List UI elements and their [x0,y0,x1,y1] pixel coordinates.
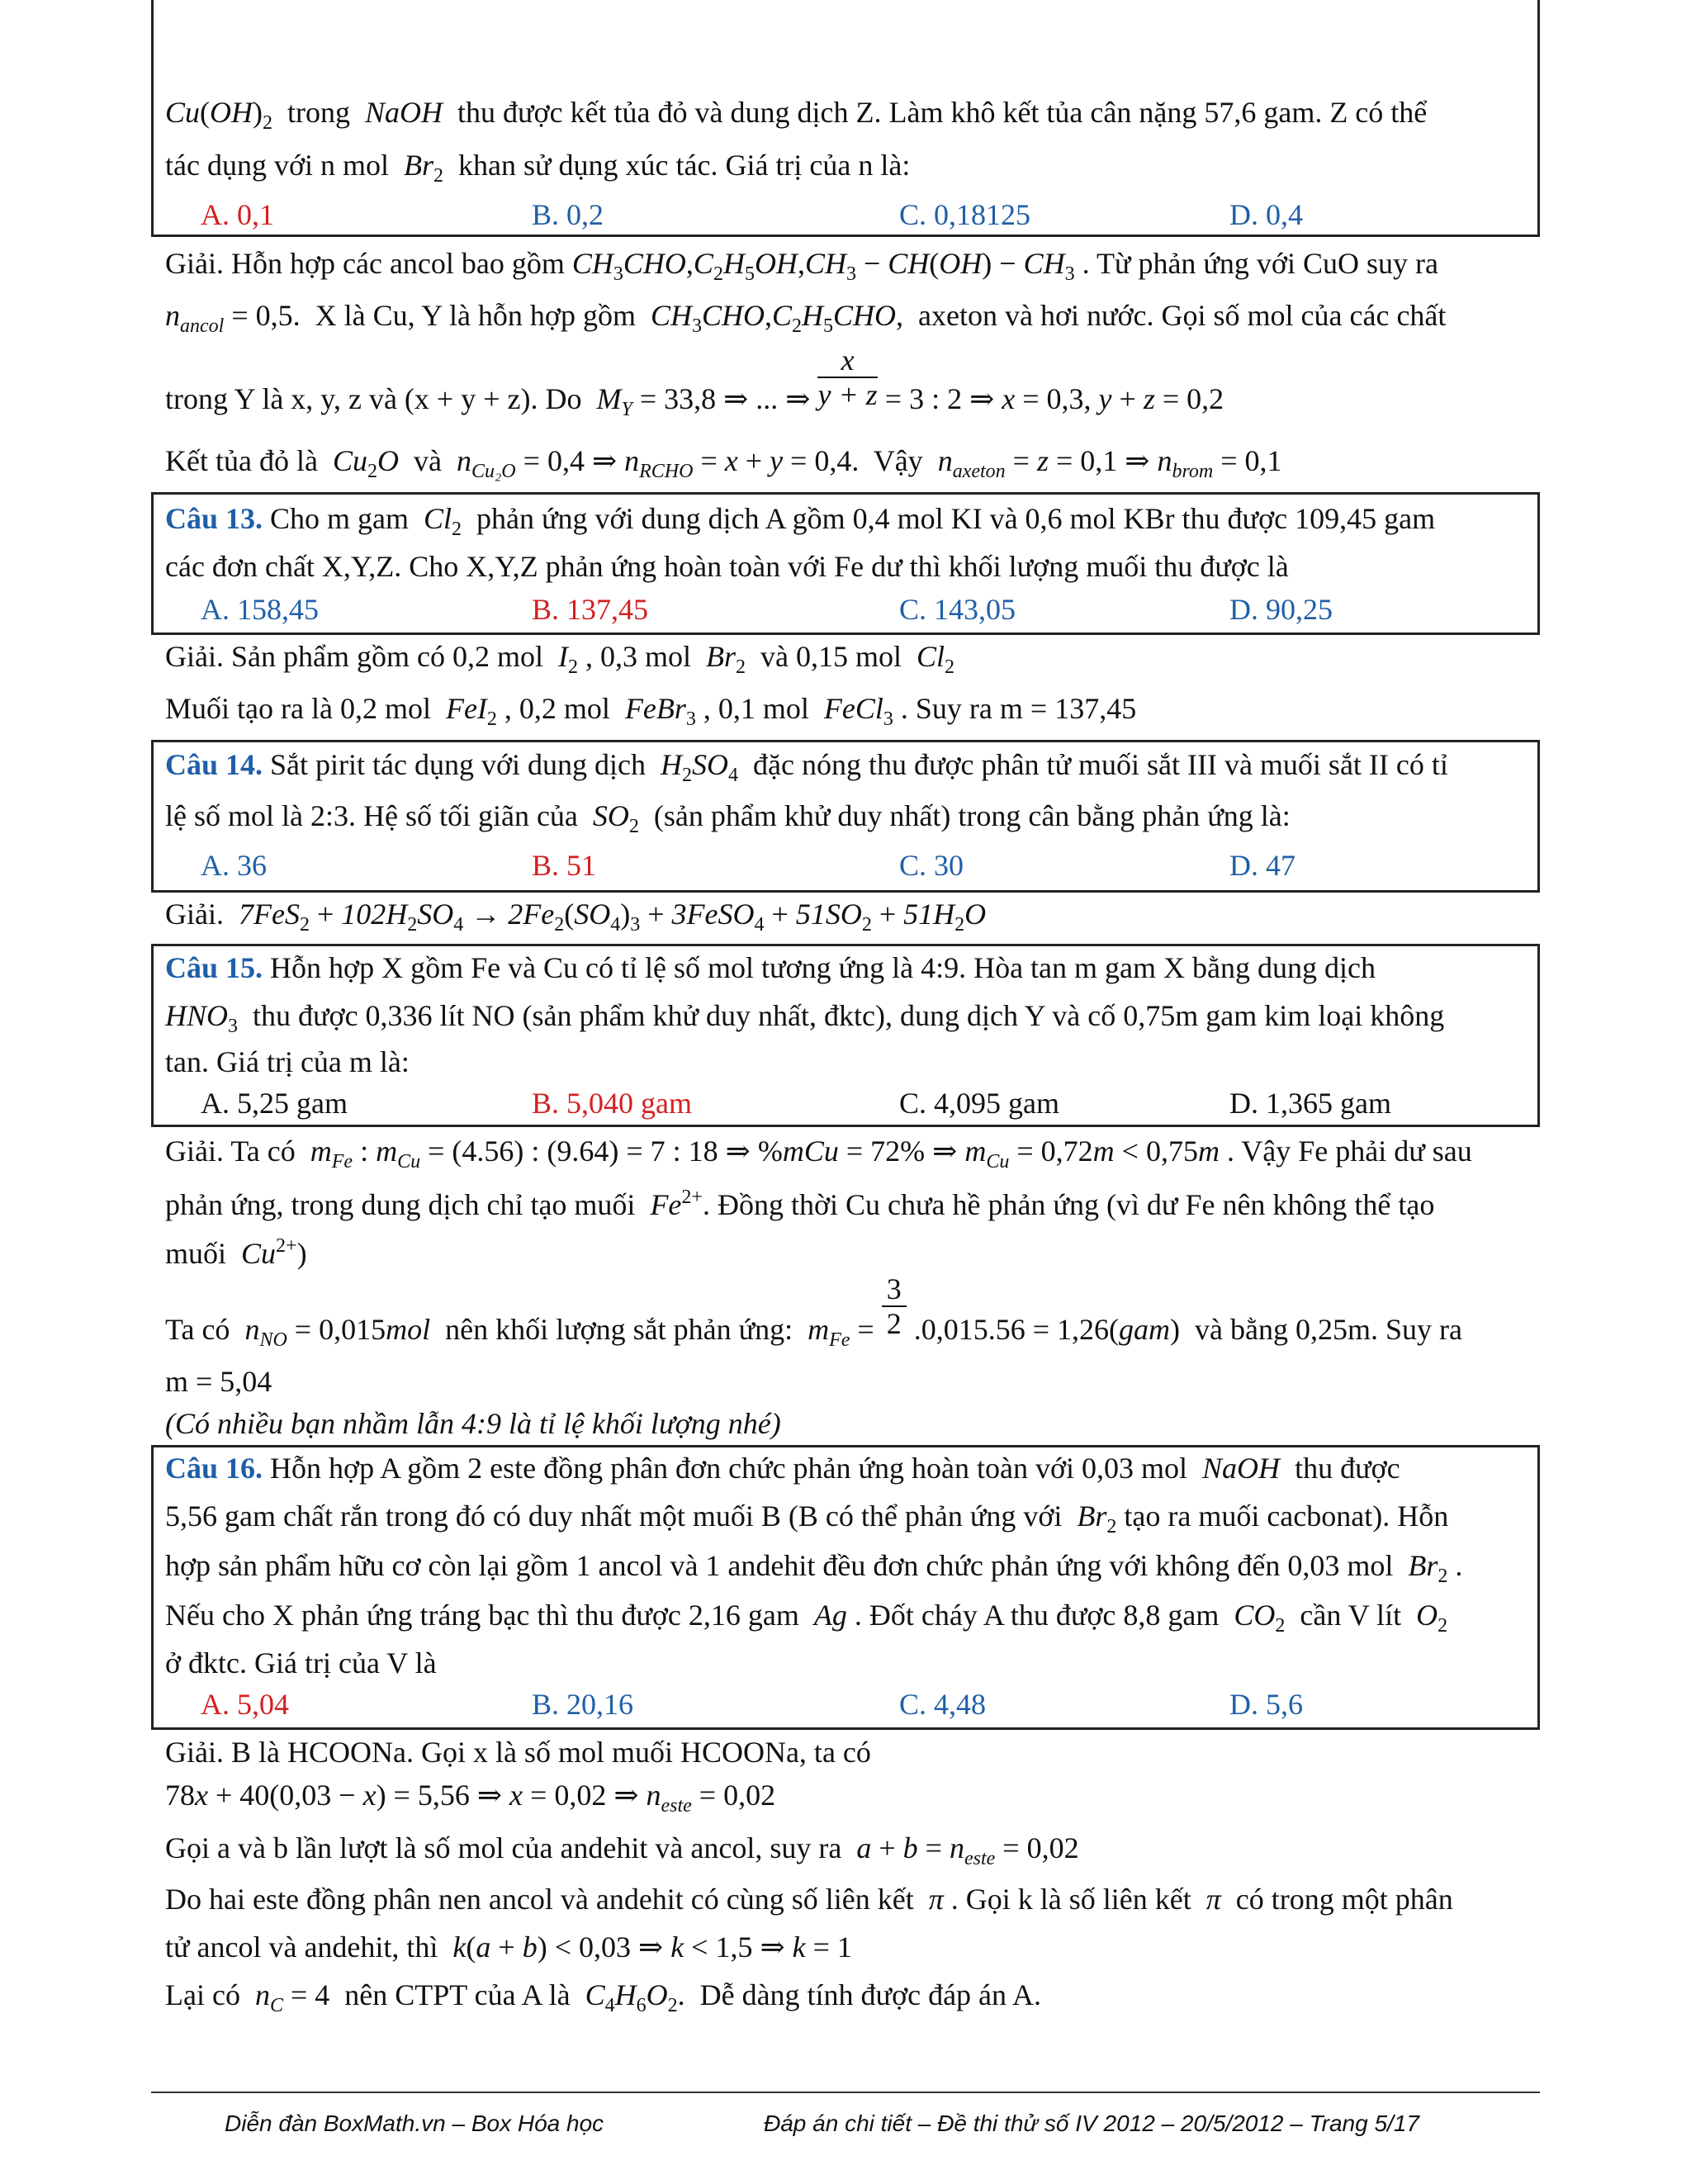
q14-line1: Câu 14. Sắt pirit tác dụng với dung dịch $H_2SO_4$ đặc nóng thu được phân tử muối sắt III và muối sắt II có tỉ [165,748,1448,786]
option-a: A. 158,45 [201,593,319,626]
sol15-line4: Ta có $n_{NO} = 0,015mol$ nên khối lượng sắt phản ứng: $m_{Fe}$ = $\frac{3}{2}$ .0,015.56 = 1,26(gam) và bằng 0,25m. Suy ra [165,1272,1462,1352]
option-b: B. 20,16 [532,1688,634,1721]
option-d: D. 1,365 gam [1229,1087,1391,1120]
q16-line2: 5,56 gam chất rắn trong đó có duy nhất một muối B (B có thể phản ứng với $Br_2$ tạo ra muối cacbonat). Hỗn [165,1499,1449,1537]
q12-line1: $Cu(OH)_2$ trong NaOH thu được kết tủa đỏ và dung dịch Z. Làm khô kết tủa cân nặng 57,6 gam. Z có thể [165,96,1428,134]
q15-line2: $HNO_3$ thu được 0,336 lít NO (sản phẩm khử duy nhất, đktc), dung dịch Y và cố 0,75m gam kim loại không [165,999,1445,1037]
q16-line3: hợp sản phẩm hữu cơ còn lại gồm 1 ancol và 1 andehit đều đơn chức phản ứng với không đến 0,03 mol $Br_2$ . [165,1549,1463,1587]
option-a: A. 0,1 [201,198,274,231]
q12-line2: tác dụng với n mol $Br_2$ khan sử dụng xúc tác. Giá trị của n là: [165,149,911,187]
q13-line2: các đơn chất X,Y,Z. Cho X,Y,Z phản ứng hoàn toàn với Fe dư thì khối lượng muối thu được là [165,550,1289,583]
option-b: B. 5,040 gam [532,1087,692,1120]
footer-divider [151,2092,1540,2093]
sol16-line5: tử ancol và andehit, thì k(a + b) < 0,03 ⇒ k < 1,5 ⇒ k = 1 [165,1931,852,1964]
option-c: C. 30 [899,849,964,882]
option-d: D. 5,6 [1229,1688,1303,1721]
option-c: C. 0,18125 [899,198,1031,231]
q14-line2: lệ số mol là 2:3. Hệ số tối giãn của $SO_2$ (sản phẩm khử duy nhất) trong cân bằng phản ứng là: [165,799,1291,837]
sol14-line: Giải. $7FeS_2 + 102H_2SO_4 \to 2Fe_2(SO_4)_3$ + 3FeSO$_4$ + $51SO_2 + 51H_2O$ [165,898,987,936]
option-d: D. 47 [1229,849,1295,882]
sol12-line3: trong Y là x, y, z và (x + y + z). Do $M_Y = 33,8$ ⇒ ... ⇒ $\frac{x}{y + z}$ = 3 : 2 ⇒ x = 0,3, y + z = 0,2 [165,343,1224,421]
sol16-line1: Giải. B là HCOONa. Gọi x là số mol muối HCOONa, ta có [165,1736,871,1769]
footer-left: Diễn đàn BoxMath.vn – Box Hóa học [225,2111,604,2136]
option-b: B. 0,2 [532,198,604,231]
q15-line3: tan. Giá trị của m là: [165,1045,410,1078]
fraction-3-over-2: $\frac{3}{2}$ [882,1272,907,1340]
sol15-note: (Có nhiều bạn nhầm lẫn 4:9 là tỉ lệ khối lượng nhé) [165,1407,781,1440]
q16-line4: Nếu cho X phản ứng tráng bạc thì thu được 2,16 gam Ag . Đốt cháy A thu được 8,8 gam $CO_2$ cần V lít $O_2$ [165,1599,1448,1637]
sol12-line1: Giải. Hỗn hợp các ancol bao gồm $CH_3CHO,C_2H_5OH,CH_3 - CH(OH) - CH_3$ . Từ phản ứng với CuO suy ra [165,247,1438,285]
option-d: D. 0,4 [1229,198,1303,231]
footer-right: Đáp án chi tiết – Đề thi thử số IV 2012 – 20/5/2012 – Trang 5/17 [764,2111,1419,2136]
q15-line1: Câu 15. Hỗn hợp X gồm Fe và Cu có tỉ lệ số mol tương ứng là 4:9. Hòa tan m gam X bằng dung dịch [165,951,1376,984]
option-b: B. 51 [532,849,597,882]
sol16-line3: Gọi a và b lần lượt là số mol của andehit và ancol, suy ra $a + b = n_{este} = 0,02$ [165,1831,1079,1869]
sol15-line3: muối $Cu^{2+}$) [165,1235,307,1270]
sol15-line5: m = 5,04 [165,1365,272,1398]
option-a: A. 5,25 gam [201,1087,348,1120]
sol16-line4: Do hai este đồng phân nen ancol và andehit có cùng số liên kết π . Gọi k là số liên kết π có trong một phân [165,1883,1453,1916]
q13-line1: Câu 13. Cho m gam $Cl_2$ phản ứng với dung dịch A gồm 0,4 mol KI và 0,6 mol KBr thu được 109,45 gam [165,502,1436,540]
option-c: C. 4,48 [899,1688,987,1721]
option-a: A. 36 [201,849,267,882]
q16-line5: ở đktc. Giá trị của V là [165,1646,437,1679]
q16-line1: Câu 16. Hỗn hợp A gồm 2 este đồng phân đơn chức phản ứng hoàn toàn với 0,03 mol NaOH thu được [165,1452,1400,1485]
sol13-line2: Muối tạo ra là 0,2 mol FeI$_2$ , 0,2 mol FeBr$_3$ , 0,1 mol FeCl$_3$ . Suy ra m = 137,45 [165,692,1137,730]
sol12-line2: $n_{ancol} = 0,5$. X là Cu, Y là hỗn hợp gồm $CH_3CHO,C_2H_5CHO$, axeton và hơi nước. Gọi số mol của các chất [165,299,1447,337]
sol12-line4: Kết tủa đỏ là $Cu_2O$ và $n_{Cu_2O} = 0,4$ ⇒ $n_{RCHO} = x + y = 0,4$. Vậy $n_{axeton} = z = 0,1$ ⇒ $n_{brom} = 0,1$ [165,444,1282,482]
sol15-line1: Giải. Ta có $m_{Fe}$ : $m_{Cu} = (4.56)$ : (9.64) = 7 : 18 ⇒ %mCu = 72% ⇒ $m_{Cu} = 0,72m < 0,75m$ . Vậy Fe phải dư sau [165,1135,1472,1173]
option-c: C. 4,095 gam [899,1087,1059,1120]
sol13-line1: Giải. Sản phẩm gồm có 0,2 mol $I_2$ , 0,3 mol $Br_2$ và 0,15 mol $Cl_2$ [165,640,954,678]
option-d: D. 90,25 [1229,593,1333,626]
sol15-line2: phản ứng, trong dung dịch chỉ tạo muối $Fe^{2+}$. Đồng thời Cu chưa hề phản ứng (vì dư Fe nên không thể tạo [165,1187,1435,1221]
sol16-line6: Lại có $n_C = 4$ nên CTPT của A là $C_4H_6O_2$. Dễ dàng tính được đáp án A. [165,1978,1042,2016]
option-a: A. 5,04 [201,1688,289,1721]
fraction-x-over-yz: $\frac{x}{y + z}$ [817,343,878,411]
option-b: B. 137,45 [532,593,649,626]
option-c: C. 143,05 [899,593,1016,626]
sol16-line2: 78x + 40(0,03 − x) = 5,56 ⇒ x = 0,02 ⇒ $n_{este} = 0,02$ [165,1779,776,1817]
